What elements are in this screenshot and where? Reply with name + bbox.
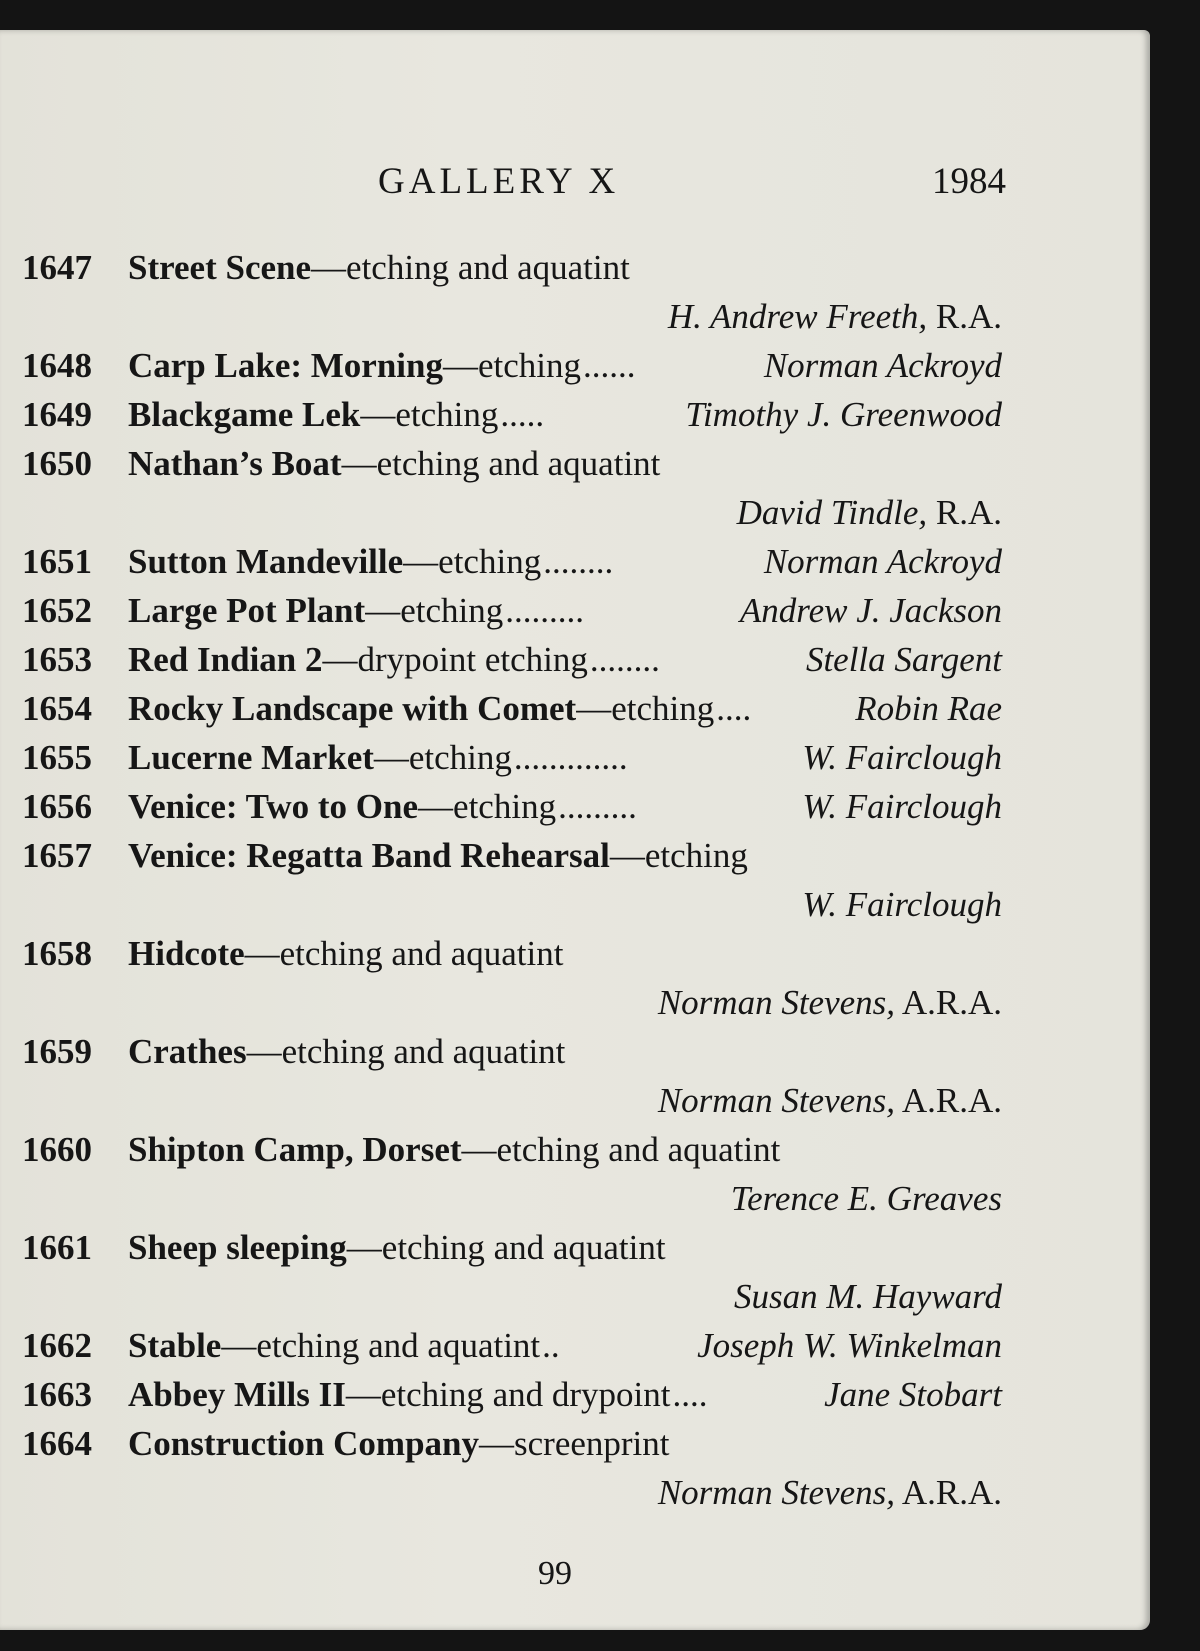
artist-honour: A.R.A. <box>895 983 1002 1022</box>
entry-line <box>0 1321 1150 1370</box>
work-medium: etching <box>611 689 715 728</box>
artist-honour: A.R.A. <box>895 1081 1002 1120</box>
dot-leader: ...... <box>583 346 636 385</box>
artist-credit <box>802 733 1002 782</box>
page-number-block <box>0 1555 1150 1593</box>
entry-number: 1661 <box>22 1228 92 1267</box>
work-title: Sheep sleeping <box>128 1228 347 1267</box>
catalogue-entry <box>0 390 1150 439</box>
artist-name: Timothy J. Greenwood <box>685 395 1002 434</box>
work-title: Crathes <box>128 1032 247 1071</box>
artist-line <box>0 1174 1150 1223</box>
catalogue-entry <box>0 929 1150 1027</box>
artist-name: Andrew J. Jackson <box>739 591 1002 630</box>
work-medium: etching <box>395 395 499 434</box>
work-medium: etching and aquatint <box>496 1130 781 1169</box>
entry-number: 1653 <box>22 640 92 679</box>
entry-description <box>128 1223 1000 1272</box>
entry-description <box>128 831 1000 880</box>
catalogue-entry <box>0 684 1150 733</box>
artist-honour: A.R.A. <box>895 1473 1002 1512</box>
work-medium: etching <box>453 787 557 826</box>
entry-line <box>0 782 1150 831</box>
work-title: Construction Company <box>128 1424 480 1463</box>
em-dash-separator: — <box>345 1375 381 1414</box>
work-medium: etching and aquatint <box>279 934 564 973</box>
em-dash-separator: — <box>244 934 280 973</box>
work-title: Rocky Landscape with Comet <box>128 689 577 728</box>
work-medium: etching <box>644 836 748 875</box>
artist-name: Joseph W. Winkelman <box>697 1326 1002 1365</box>
entry-description <box>128 243 1000 292</box>
work-title: Carp Lake: Morning <box>128 346 443 385</box>
catalogue-entry <box>0 537 1150 586</box>
artist-line <box>0 978 1150 1027</box>
em-dash-separator: — <box>341 444 377 483</box>
entry-number: 1652 <box>22 591 92 630</box>
header-year: 1984 <box>932 161 1006 202</box>
em-dash-separator: — <box>461 1130 497 1169</box>
work-medium: etching <box>408 738 512 777</box>
catalogue-entry <box>0 1321 1150 1370</box>
dot-leader: ..... <box>500 395 545 434</box>
entry-number: 1650 <box>22 444 92 483</box>
entry-number: 1664 <box>22 1424 92 1463</box>
artist-credit <box>855 684 1002 733</box>
artist-name: David Tindle, <box>736 493 928 532</box>
work-title: Street Scene <box>128 248 312 287</box>
gallery-title: GALLERY X <box>378 161 620 202</box>
entry-number: 1647 <box>22 248 92 287</box>
em-dash-separator: — <box>609 836 645 875</box>
em-dash-separator: — <box>246 1032 282 1071</box>
artist-line <box>0 488 1150 537</box>
artist-name: Norman Ackroyd <box>763 542 1002 581</box>
artist-honour: R.A. <box>927 297 1002 336</box>
entry-line <box>0 586 1150 635</box>
catalogue-entry <box>0 586 1150 635</box>
work-medium: etching and aquatint <box>346 248 630 287</box>
dot-leader: .. <box>542 1326 560 1365</box>
artist-credit <box>802 880 1002 929</box>
work-title: Red Indian 2 <box>128 640 323 679</box>
entry-number: 1649 <box>22 395 92 434</box>
artist-credit <box>737 488 1002 537</box>
entry-line <box>0 243 1150 292</box>
artist-name: Norman Stevens, <box>657 983 896 1022</box>
entry-number: 1648 <box>22 346 92 385</box>
em-dash-separator: — <box>322 640 358 679</box>
entry-line <box>0 1027 1150 1076</box>
em-dash-separator: — <box>576 689 612 728</box>
work-medium: etching <box>400 591 504 630</box>
artist-line <box>0 1468 1150 1517</box>
artist-name: W. Fairclough <box>802 885 1002 924</box>
catalogue-entry <box>0 1125 1150 1223</box>
artist-credit <box>668 292 1002 341</box>
work-title: Abbey Mills II <box>128 1375 346 1414</box>
entry-line <box>0 439 1150 488</box>
entry-line <box>0 1419 1150 1468</box>
entry-number: 1658 <box>22 934 92 973</box>
entry-description <box>128 1027 1000 1076</box>
em-dash-separator: — <box>479 1424 515 1463</box>
catalogue-entry <box>0 1027 1150 1125</box>
dot-leader: ......... <box>558 787 637 826</box>
artist-credit <box>697 1321 1002 1370</box>
artist-credit <box>734 1272 1002 1321</box>
artist-credit <box>658 978 1002 1027</box>
catalogue-entry <box>0 243 1150 341</box>
artist-credit <box>731 1174 1002 1223</box>
entry-number: 1660 <box>22 1130 92 1169</box>
entry-description <box>128 1419 1000 1468</box>
running-header <box>0 130 1150 202</box>
entry-number: 1655 <box>22 738 92 777</box>
work-title: Shipton Camp, Dorset <box>128 1130 462 1169</box>
em-dash-separator: — <box>346 1228 382 1267</box>
dot-leader: ............. <box>513 738 628 777</box>
artist-line <box>0 880 1150 929</box>
dot-leader: .... <box>716 689 752 728</box>
work-medium: drypoint etching <box>357 640 588 679</box>
entry-line <box>0 831 1150 880</box>
artist-line <box>0 292 1150 341</box>
entry-line <box>0 341 1150 390</box>
em-dash-separator: — <box>311 248 347 287</box>
catalogue-entry <box>0 1223 1150 1321</box>
work-title: Hidcote <box>128 934 245 973</box>
artist-name: H. Andrew Freeth, <box>667 297 928 336</box>
em-dash-separator: — <box>403 542 439 581</box>
work-title: Venice: Two to One <box>128 787 419 826</box>
work-medium: etching <box>438 542 542 581</box>
em-dash-separator: — <box>443 346 478 385</box>
entry-description <box>128 1125 1000 1174</box>
catalogue-entry <box>0 831 1150 929</box>
artist-credit <box>764 341 1002 390</box>
entry-number: 1663 <box>22 1375 92 1414</box>
entry-line <box>0 537 1150 586</box>
work-medium: etching and aquatint <box>256 1326 541 1365</box>
artist-name: Norman Ackroyd <box>763 346 1002 385</box>
work-title: Stable <box>128 1326 222 1365</box>
catalogue-entry <box>0 341 1150 390</box>
work-title: Blackgame Lek <box>128 395 361 434</box>
entry-number: 1654 <box>22 689 92 728</box>
em-dash-separator: — <box>221 1326 257 1365</box>
page-number: 99 <box>538 1555 572 1592</box>
entry-line <box>0 635 1150 684</box>
em-dash-separator: — <box>373 738 409 777</box>
artist-credit <box>658 1468 1002 1517</box>
artist-line <box>0 1076 1150 1125</box>
work-medium: etching and aquatint <box>281 1032 566 1071</box>
artist-credit <box>740 586 1002 635</box>
dot-leader: .... <box>672 1375 708 1414</box>
entry-description <box>128 929 1000 978</box>
entry-line <box>0 390 1150 439</box>
entry-number: 1651 <box>22 542 92 581</box>
artist-name: W. Fairclough <box>802 738 1002 777</box>
entry-line <box>0 929 1150 978</box>
dot-leader: ........ <box>543 542 614 581</box>
entry-list <box>0 243 1150 1517</box>
artist-credit <box>824 1370 1002 1419</box>
work-medium: etching and drypoint <box>380 1375 671 1414</box>
em-dash-separator: — <box>418 787 454 826</box>
entry-number: 1662 <box>22 1326 92 1365</box>
artist-name: Stella Sargent <box>805 640 1002 679</box>
artist-name: W. Fairclough <box>802 787 1002 826</box>
work-title: Lucerne Market <box>128 738 374 777</box>
dot-leader: ......... <box>505 591 584 630</box>
work-title: Large Pot Plant <box>128 591 366 630</box>
catalogue-entry <box>0 733 1150 782</box>
entry-line <box>0 1370 1150 1419</box>
artist-name: Terence E. Greaves <box>730 1179 1002 1218</box>
dot-leader: ........ <box>589 640 660 679</box>
artist-credit <box>685 390 1002 439</box>
work-title: Venice: Regatta Band Rehearsal <box>128 836 610 875</box>
artist-name: Norman Stevens, <box>657 1473 896 1512</box>
entry-line <box>0 1223 1150 1272</box>
catalogue-entry <box>0 1419 1150 1517</box>
entry-number: 1657 <box>22 836 92 875</box>
entry-description <box>128 439 1000 488</box>
entry-line <box>0 733 1150 782</box>
entry-line <box>0 1125 1150 1174</box>
catalogue-entry <box>0 439 1150 537</box>
work-medium: screenprint <box>514 1424 670 1463</box>
entry-number: 1656 <box>22 787 92 826</box>
catalogue-entry <box>0 1370 1150 1419</box>
catalogue-entry <box>0 635 1150 684</box>
artist-name: Norman Stevens, <box>657 1081 896 1120</box>
em-dash-separator: — <box>360 395 396 434</box>
artist-credit <box>658 1076 1002 1125</box>
work-medium: etching and aquatint <box>381 1228 666 1267</box>
catalogue-entry <box>0 782 1150 831</box>
artist-honour: R.A. <box>927 493 1002 532</box>
artist-credit <box>764 537 1002 586</box>
work-title: Nathan’s Boat <box>128 444 342 483</box>
catalogue-page <box>0 30 1150 1630</box>
work-medium: etching <box>478 346 582 385</box>
artist-name: Robin Rae <box>855 689 1002 728</box>
work-title: Sutton Mandeville <box>128 542 404 581</box>
entry-number: 1659 <box>22 1032 92 1071</box>
artist-line <box>0 1272 1150 1321</box>
artist-credit <box>806 635 1002 684</box>
artist-name: Jane Stobart <box>824 1375 1002 1414</box>
artist-credit <box>802 782 1002 831</box>
artist-name: Susan M. Hayward <box>733 1277 1002 1316</box>
entry-line <box>0 684 1150 733</box>
work-medium: etching and aquatint <box>376 444 661 483</box>
em-dash-separator: — <box>365 591 401 630</box>
